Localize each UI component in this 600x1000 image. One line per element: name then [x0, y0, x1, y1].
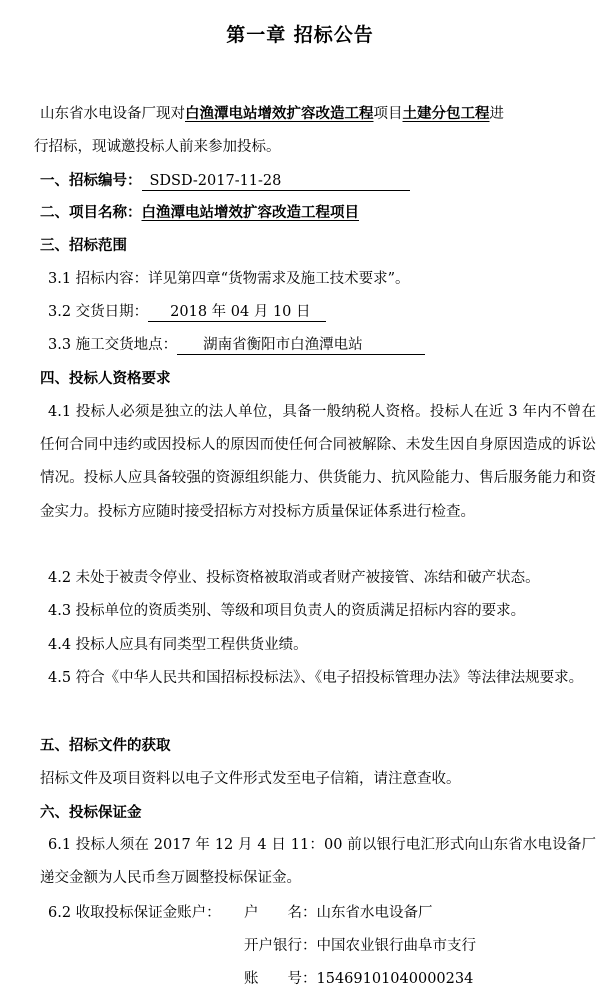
section-heading: 二、项目名称：: [40, 205, 142, 221]
documents-text: 招标文件及项目资料以电子文件形式发至电子信箱，请注意查收。: [40, 771, 461, 787]
section-project-name: [40, 203, 600, 223]
section-heading-deposit: 六、投标保证金: [40, 805, 142, 821]
intro-subproject: 土建分包工程: [402, 106, 490, 122]
section-heading-documents: 五、招标文件的获取: [40, 738, 171, 754]
delivery-date-value: [148, 303, 326, 322]
account-name-value: 山东省水电设备厂: [316, 905, 433, 921]
qualification-item-4-4: 4.4 投标人应具有同类型工程供货业绩。: [48, 637, 308, 653]
account-name-row: [244, 903, 600, 923]
section-heading: 一、招标编号：: [40, 173, 142, 189]
intro-text: 山东省水电设备厂现对: [40, 106, 185, 122]
intro-text: 项目: [373, 106, 403, 122]
delivery-place-text: 湖南省衡阳市白渔潭电站: [203, 337, 363, 353]
intro-line-1: [40, 104, 600, 124]
qualification-item-4-3: 4.3 投标单位的资质类别、等级和项目负责人的资质满足招标内容的要求。: [48, 603, 526, 619]
scope-item-3-1: 3.1 招标内容：详见第四章“货物需求及施工技术要求”。: [48, 271, 410, 287]
delivery-place-value: [177, 336, 425, 355]
delivery-place-label: 3.3 施工交货地点：: [48, 337, 178, 353]
section-heading-qualification: 四、投标人资格要求: [40, 371, 171, 387]
bank-row: [244, 936, 600, 956]
bid-number-value: [142, 172, 410, 191]
qualification-paragraph-4-5: 4.5 符合《中华人民共和国招标投标法》、《电子招投标管理办法》等法律法规要求。: [48, 670, 584, 686]
project-name-value: 白渔潭电站增效扩容改造工程项目: [141, 205, 359, 221]
account-number-label: 账 号：: [244, 971, 317, 987]
delivery-date-label: 3.2 交货日期：: [48, 304, 149, 320]
intro-text: 进: [489, 106, 504, 122]
deposit-account-label: 6.2 收取投标保证金账户：: [48, 905, 221, 921]
page-title: 第一章 招标公告: [226, 24, 374, 46]
bid-number-text: SDSD-2017-11-28: [149, 173, 282, 189]
section-bid-number: [40, 171, 600, 191]
intro-line-2: 行招标，现诚邀投标人前来参加投标。: [34, 139, 281, 155]
delivery-date-text: 2018 年 04 月 10 日: [170, 304, 311, 320]
deposit-paragraph-6-1: 6.1 投标人须在 2017 年 12 月 4 日 11：00 前以银行电汇形式向山东省水电设备厂递交金额为人民币叁万圆整投标保证金。: [40, 837, 596, 887]
bank-label: 开户银行：: [244, 938, 317, 954]
bank-value: 中国农业银行曲阜市支行: [316, 938, 476, 954]
account-number-value: 15469101040000234: [316, 971, 474, 987]
qualification-item-4-2: 4.2 未处于被责令停业、投标资格被取消或者财产被接管、冻结和破产状态。: [48, 570, 540, 586]
scope-item-3-3: [48, 335, 600, 355]
intro-project-name: 白渔潭电站增效扩容改造工程: [185, 106, 374, 122]
account-number-row: [244, 969, 600, 989]
qualification-paragraph-4-1: 4.1 投标人必须是独立的法人单位，具备一般纳税人资格。投标人在近 3 年内不曾在任何合同中违约或因投标人的原因而使任何合同被解除、未发生因自身原因造成的诉讼情况。投标人应具备较强的资源组织能力、供货能力、抗风险能力、售后服务能力和资金实力。投标方应随时接受招标方对投标方质量保证体系进行检查。: [40, 404, 596, 520]
section-heading-scope: 三、招标范围: [40, 238, 127, 254]
scope-item-3-2: [48, 302, 600, 322]
account-name-label: 户 名：: [244, 905, 317, 921]
